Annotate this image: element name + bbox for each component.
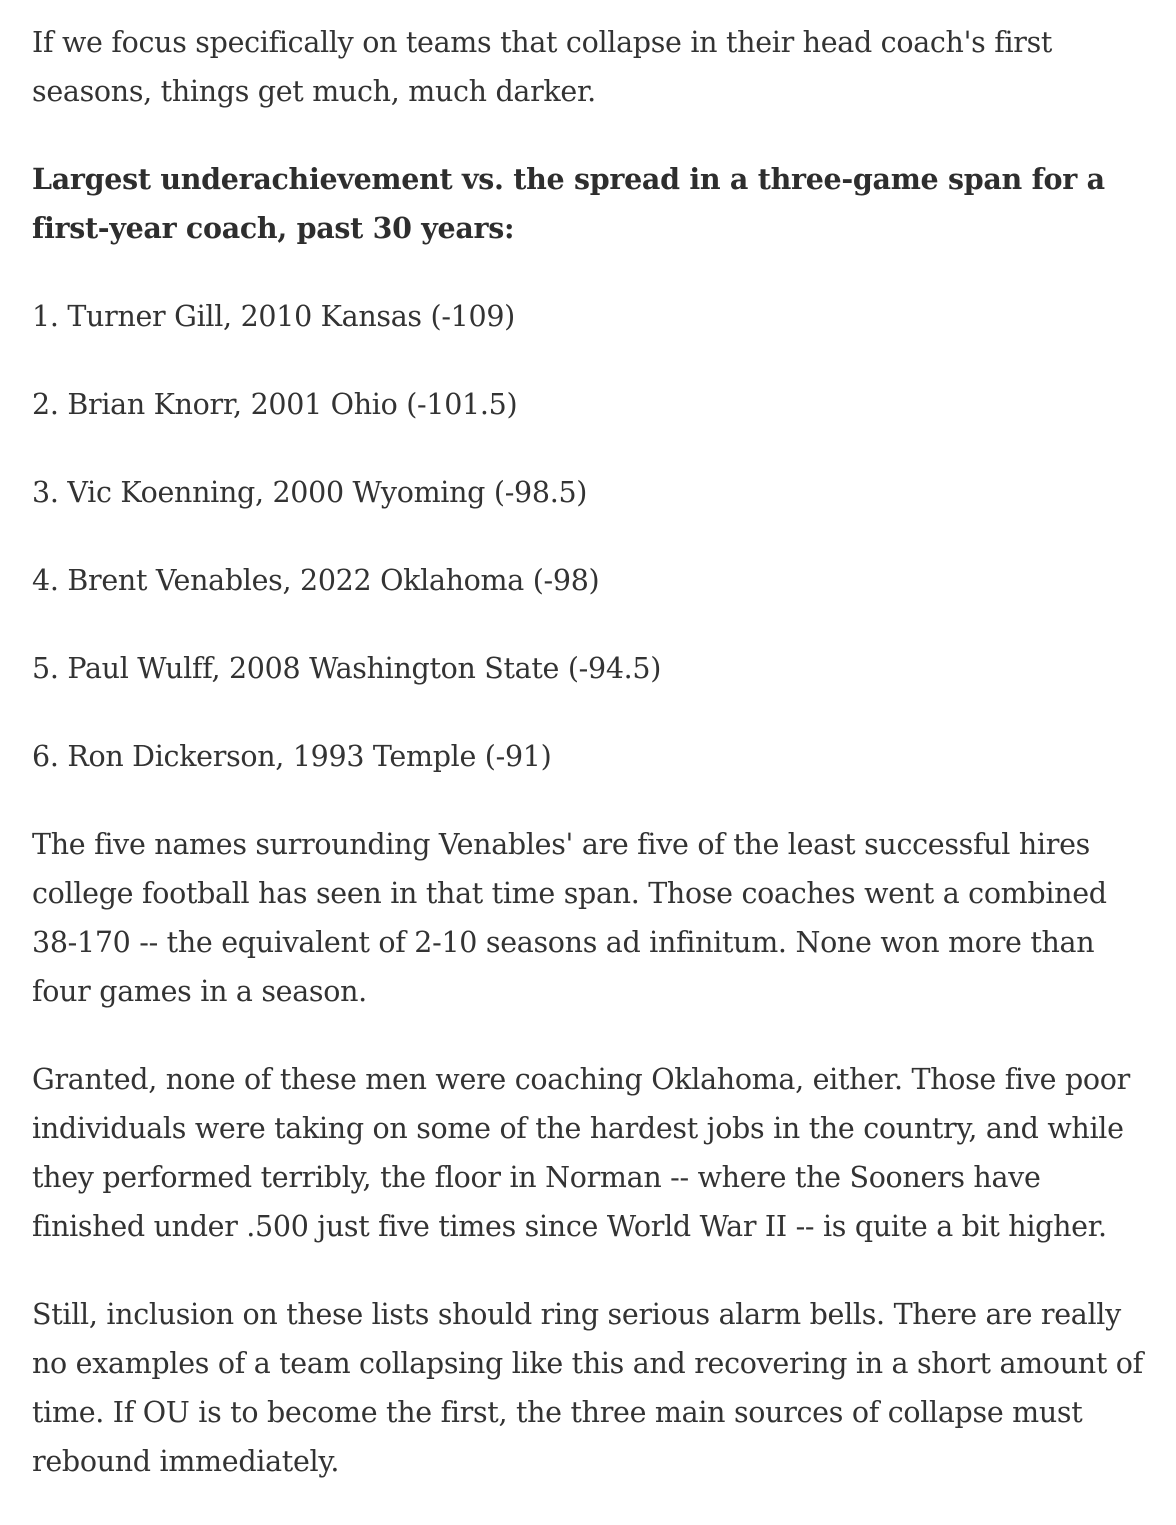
body-paragraph: The five names surrounding Venables' are five of the least successful hires college football has seen in that time span. Those coaches went a combined 38-170 -- the equivalent of 2-10 seasons ad infinitum. None won more than four games in a season. [32,828,1107,1008]
article-body [32,18,1144,1525]
list-item: 6. Ron Dickerson, 1993 Temple (-91) [32,740,552,773]
coach-ranking-list [32,292,1144,781]
list-heading: Largest underachievement vs. the spread in a three-game span for a first-year coach, past 30 years: [32,162,1105,245]
body-paragraph: Granted, none of these men were coaching Oklahoma, either. Those five poor individuals were taking on some of the hardest jobs in the country, and while they performed terribly, the floor in Norman -- where the Sooners have finished under .500 just five times since World War II -- is quite a bit higher. [32,1063,1130,1243]
list-item: 1. Turner Gill, 2010 Kansas (-109) [32,300,515,333]
intro-paragraph: If we focus specifically on teams that collapse in their head coach's first seasons, things get much, much darker. [32,26,1053,108]
list-item: 2. Brian Knorr, 2001 Ohio (-101.5) [32,388,518,421]
list-item: 3. Vic Koenning, 2000 Wyoming (-98.5) [32,476,588,509]
list-item: 4. Brent Venables, 2022 Oklahoma (-98) [32,564,600,597]
list-item: 5. Paul Wulff, 2008 Washington State (-94.5) [32,652,662,685]
body-paragraph: Still, inclusion on these lists should ring serious alarm bells. There are really no examples of a team collapsing like this and recovering in a short amount of time. If OU is to become the first, the three main sources of collapse must rebound immediately. [32,1298,1143,1478]
